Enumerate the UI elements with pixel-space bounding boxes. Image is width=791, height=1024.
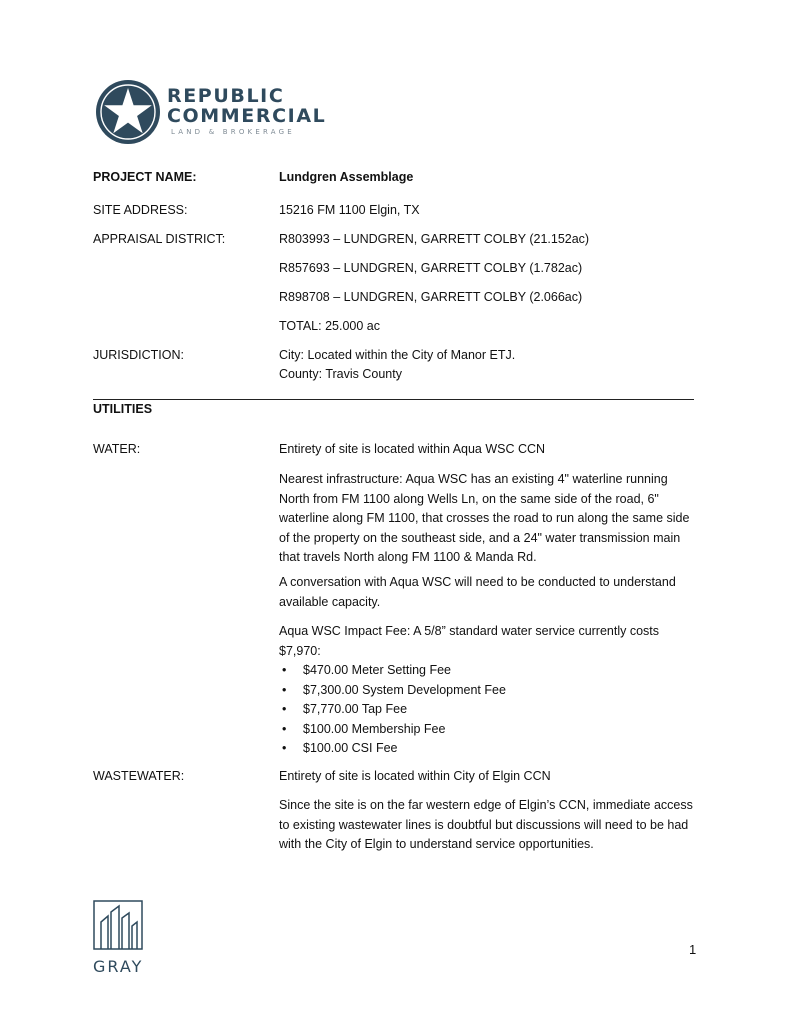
project-name-value: Lundgren Assemblage xyxy=(279,170,414,184)
logo-line-commercial: COMMERCIAL xyxy=(167,104,327,127)
fee-item-system-development: • $7,300.00 System Development Fee xyxy=(279,681,699,701)
fee-item-membership: • $100.00 Membership Fee xyxy=(279,720,699,740)
jurisdiction-county: County: Travis County xyxy=(279,367,402,381)
utilities-heading: UTILITIES xyxy=(93,402,153,416)
page-number: 1 xyxy=(689,942,697,957)
fee-item-tap: • $7,770.00 Tap Fee xyxy=(279,700,699,720)
water-label: WATER: xyxy=(93,442,141,456)
fee-list xyxy=(279,661,699,759)
gray-logo xyxy=(93,900,143,976)
fee-item-meter-setting: • $470.00 Meter Setting Fee xyxy=(279,661,699,681)
fee-item-csi: • $100.00 CSI Fee xyxy=(279,739,699,759)
appraisal-district-label: APPRAISAL DISTRICT: xyxy=(93,232,226,246)
water-summary: Entirety of site is located within Aqua WSC CCN xyxy=(279,442,546,456)
gray-logo-text: GRAY xyxy=(93,957,144,976)
logo-line-republic: REPUBLIC xyxy=(167,84,285,107)
republic-commercial-logo xyxy=(95,79,326,145)
gray-buildings-logo-icon xyxy=(93,900,143,950)
appraisal-line-2: R857693 – LUNDGREN, GARRETT COLBY (1.782ac) xyxy=(279,261,583,275)
water-infrastructure-text: Nearest infrastructure: Aqua WSC has an existing 4" waterline running North from FM 1100 along Wells Ln, on the same side of the road, 6" waterline along FM 1100, that crosses the road to run along the same side of the property on the southeast side, and a 24" water transmission main that travels North along FM 1100 & Manda Rd. xyxy=(279,472,690,564)
appraisal-line-3: R898708 – LUNDGREN, GARRETT COLBY (2.066ac) xyxy=(279,290,583,304)
appraisal-total: TOTAL: 25.000 ac xyxy=(279,319,380,333)
logo-tagline: LAND & BROKERAGE xyxy=(171,127,295,136)
jurisdiction-city: City: Located within the City of Manor ETJ. xyxy=(279,348,516,362)
section-divider xyxy=(93,399,694,400)
wastewater-summary: Entirety of site is located within City of Elgin CCN xyxy=(279,769,551,783)
jurisdiction-label: JURISDICTION: xyxy=(93,348,184,362)
site-address-label: SITE ADDRESS: xyxy=(93,203,188,217)
wastewater-detail-text: Since the site is on the far western edge of Elgin’s CCN, immediate access to existing wastewater lines is doubtful but discussions will need to be had with the City of Elgin to understand service opportunities. xyxy=(279,798,693,851)
water-impact-fee-block xyxy=(279,622,699,759)
water-impact-fee-intro: Aqua WSC Impact Fee: A 5/8” standard water service currently costs $7,970: xyxy=(279,624,660,658)
appraisal-line-1: R803993 – LUNDGREN, GARRETT COLBY (21.152ac) xyxy=(279,232,590,246)
water-conversation-text: A conversation with Aqua WSC will need to be conducted to understand available capacity. xyxy=(279,575,676,609)
site-address-value: 15216 FM 1100 Elgin, TX xyxy=(279,203,420,217)
project-name-label: PROJECT NAME: xyxy=(93,170,197,184)
wastewater-label: WASTEWATER: xyxy=(93,769,185,783)
star-seal-icon xyxy=(95,79,161,145)
